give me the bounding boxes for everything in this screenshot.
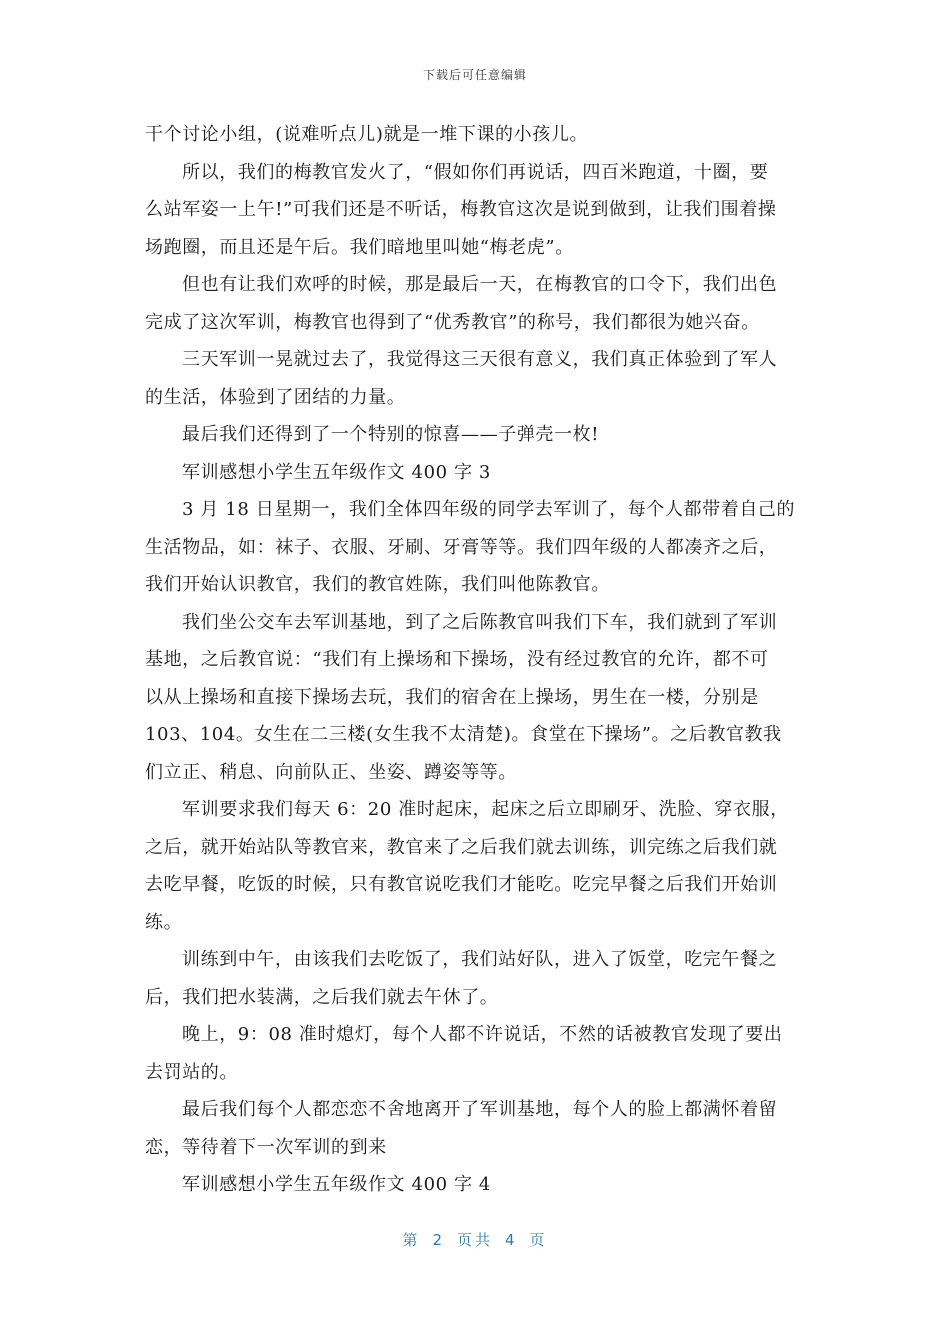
text-line: 干个讨论小组，(说难听点儿)就是一堆下课的小孩儿。 [145,124,589,145]
text-line: 最后我们每个人都恋恋不舍地离开了军训基地，每个人的脸上都满怀着留 [182,1099,778,1120]
text-line: 后，我们把水装满，之后我们就去午休了。 [145,986,499,1008]
text-line: 之后，就开始站队等教官来，教官来了之后我们就去训练，训完练之后我们就 [145,836,778,858]
text-line: 基地，之后教官说：“我们有上操场和下操场，没有经过教官的允许，都不可 [145,649,769,670]
document-body [145,116,805,1204]
text-line: 我们坐公交车去军训基地，到了之后陈教官叫我们下车，我们就到了军训 [182,611,778,633]
text-line: 去罚站的。 [145,1061,238,1083]
footer-suffix: 页 [529,1231,548,1249]
text-line: 军训要求我们每天 6：20 准时起床，起床之后立即刷牙、洗脸、穿衣服， [182,799,789,820]
footer-middle: 页共 [456,1231,493,1249]
text-line: 军训感想小学生五年级作文 400 字 4 [182,1174,491,1195]
footer-prefix: 第 [402,1231,421,1249]
text-line: 训练到中午，由该我们去吃饭了，我们站好队，进入了饭堂，吃完午餐之 [182,949,778,970]
text-line: 103、104。女生在二三楼(女生我不太清楚)。食堂在下操场”。之后教官教我 [145,724,782,745]
text-line: 3 月 18 日星期一，我们全体四年级的同学去军训了，每个人都带着自己的 [182,499,796,520]
text-line: 三天军训一晃就过去了，我觉得这三天很有意义，我们真正体验到了军人 [182,349,778,370]
text-line: 练。 [145,911,183,933]
text-line: 去吃早餐，吃饭的时候，只有教官说吃我们才能吃。吃完早餐之后我们开始训 [145,874,778,895]
text-line: 以从上操场和直接下操场去玩，我们的宿舍在上操场，男生在一楼，分别是 [145,686,759,708]
text-line: 完成了这次军训，梅教官也得到了“优秀教官”的称号，我们都很为她兴奋。 [145,311,760,333]
text-line: 我们开始认识教官，我们的教官姓陈，我们叫他陈教官。 [145,574,610,595]
text-line: 军训感想小学生五年级作文 400 字 3 [182,461,491,483]
footer-current-page: 2 [432,1231,445,1249]
text-line: 么站军姿一上午!”可我们还是不听话，梅教官这次是说到做到，让我们围着操 [145,199,777,220]
footer-total-pages: 4 [505,1231,518,1249]
text-line: 们立正、稍息、向前队正、坐姿、蹲姿等等。 [145,761,517,783]
text-line: 最后我们还得到了一个特别的惊喜——子弹壳一枚! [182,424,600,445]
text-line: 所以，我们的梅教官发火了，“假如你们再说话，四百米跑道，十圈，要 [182,161,769,183]
text-line: 但也有让我们欢呼的时候，那是最后一天，在梅教官的口令下，我们出色 [182,274,778,295]
text-line: 晚上，9：08 准时熄灯，每个人都不许说话，不然的话被教官发现了要出 [182,1024,783,1045]
text-line: 的生活，体验到了团结的力量。 [145,386,406,408]
text-line: 生活物品，如：袜子、衣服、牙刷、牙膏等等。我们四年级的人都凑齐之后， [145,536,778,558]
text-line: 恋，等待着下一次军训的到来 [145,1136,387,1158]
page-footer [0,1229,950,1250]
page-header: 下载后可任意编辑 [422,68,527,82]
text-line: 场跑圈，而且还是午后。我们暗地里叫她“梅老虎”。 [145,236,574,258]
